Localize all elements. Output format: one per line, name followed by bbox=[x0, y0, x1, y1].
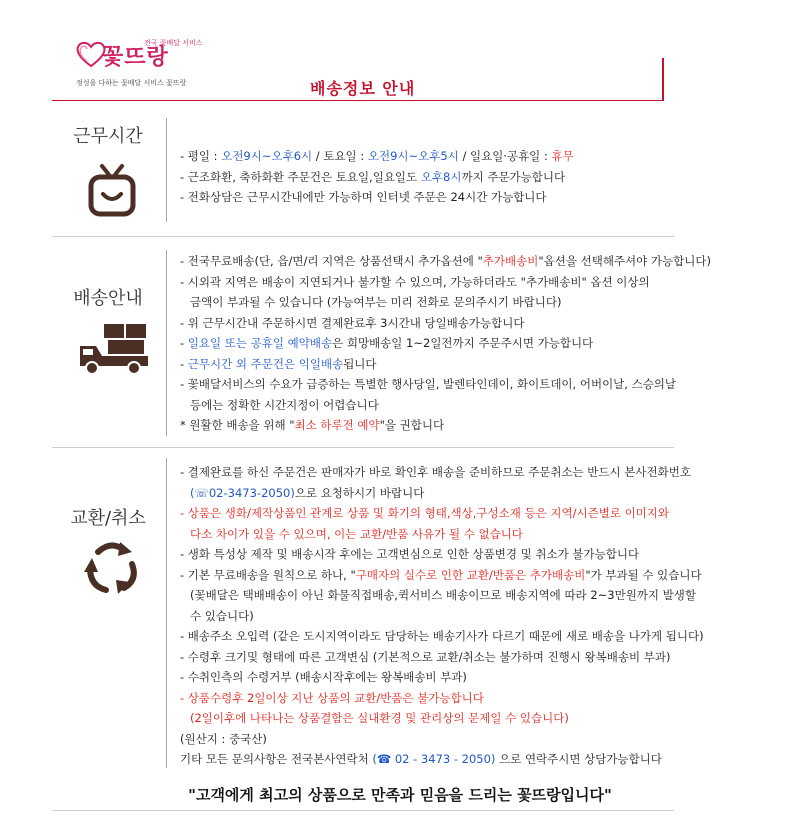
info-line bbox=[180, 187, 574, 208]
info-text: 까지 주문가능합니다 bbox=[461, 169, 566, 184]
info-line bbox=[180, 272, 711, 293]
info-text: 등에는 정확한 시간지정이 어렵습니다 bbox=[190, 397, 379, 412]
section-separator bbox=[166, 250, 167, 436]
info-line bbox=[180, 374, 711, 395]
info-text: 구매자의 실수로 인한 교환/반품은 추가배송비 bbox=[355, 567, 586, 582]
info-text: 추가배송비 bbox=[482, 254, 539, 268]
info-text: - 근조화환, 축하화환 주문건은 토요일,일요일도 bbox=[180, 169, 421, 184]
info-text: - 상품은 생화/제작상품인 관계로 상품 및 화기의 형태,색상,구성소재 등은 지역/시즌별로 이미지와 bbox=[180, 506, 670, 520]
info-line bbox=[180, 544, 704, 565]
info-line bbox=[180, 313, 711, 334]
info-text: 금액이 부과될 수 있습니다 (가능여부는 미리 전화로 문의주시기 바랍니다) bbox=[190, 295, 562, 309]
logo-wordmark: 꽃뜨랑 bbox=[102, 45, 169, 70]
info-text: - 생화 특성상 제작 및 배송시작 후에는 고객변심으로 인한 상품변경 및 취소가 불가능합니다 bbox=[180, 547, 640, 561]
section-work-hours bbox=[52, 118, 674, 228]
footer-slogan: "고객에게 최고의 상품으로 만족과 믿음을 드리는 꽃뜨랑입니다" bbox=[188, 786, 612, 804]
info-text: - bbox=[180, 356, 188, 371]
info-text: 일요일 또는 공휴일 예약배송 bbox=[187, 336, 333, 350]
info-line bbox=[180, 647, 704, 668]
info-line bbox=[180, 462, 704, 483]
header-right-border bbox=[662, 58, 664, 101]
info-text: * 원활한 배송을 위해 " bbox=[180, 418, 295, 432]
info-text: - 전화상담은 근무시간내에만 가능하며 인터넷 주문은 24시간 가능합니다 bbox=[180, 190, 547, 204]
info-line bbox=[180, 503, 704, 524]
info-text: "옵션을 선택해주셔야 가능합니다) bbox=[538, 254, 711, 268]
info-text: 최소 하루전 예약 bbox=[294, 418, 380, 432]
info-line bbox=[180, 251, 711, 272]
recycle-icon bbox=[82, 538, 140, 598]
info-line bbox=[180, 333, 711, 354]
info-text: 은 희망배송일 1~2일전까지 주문주시면 가능합니다 bbox=[332, 336, 594, 350]
info-text: 으로 요청하시기 바랍니다 bbox=[294, 485, 425, 500]
info-text: 수 있습니다) bbox=[190, 608, 254, 623]
info-text: - 시외곽 지역은 배송이 지연되거나 불가할 수 있으며, 가능하더라도 "추가배송비" 옵션 이상의 bbox=[180, 274, 650, 289]
info-line bbox=[180, 606, 704, 627]
info-text: - 위 근무시간내 주문하시면 결제완료후 3시간내 당일배송가능합니다 bbox=[180, 315, 525, 330]
info-text: (2일이후에 나타나는 상품결함은 실내환경 및 관리상의 문제일 수 있습니다) bbox=[190, 711, 569, 725]
info-text: 다소 차이가 있을 수 있으며, 이는 교환/반품 사유가 될 수 없습니다 bbox=[190, 526, 523, 541]
exchange-list bbox=[180, 462, 704, 770]
footer-divider bbox=[52, 810, 674, 811]
info-line bbox=[180, 708, 704, 729]
info-line bbox=[180, 667, 704, 688]
info-line bbox=[180, 524, 704, 545]
section-delivery bbox=[52, 250, 711, 440]
info-text: (☎ 02 - 3473 - 2050) bbox=[372, 752, 496, 766]
page-header bbox=[52, 32, 664, 102]
info-line bbox=[180, 729, 704, 750]
info-text: 휴무 bbox=[551, 149, 574, 163]
info-text: "을 권합니다 bbox=[379, 418, 445, 432]
info-text: - 배송주소 오입력 (같은 도시지역이라도 담당하는 배송기사가 다르기 때문에 새로 배송을 나가게 됩니다) bbox=[180, 629, 704, 643]
info-text: 오전9시~오후6시 bbox=[221, 149, 313, 163]
section-separator bbox=[166, 458, 167, 768]
info-text: 기타 모든 문의사항은 전국본사연락처 bbox=[180, 752, 373, 766]
info-line bbox=[180, 585, 704, 606]
info-text: (☏02-3473-2050) bbox=[190, 485, 295, 500]
info-line bbox=[180, 354, 711, 375]
info-text: - 수령후 크기및 형태에 따른 고객변심 (기본적으로 교환/취소는 불가하며 진행시 왕복배송비 부과) bbox=[180, 649, 671, 664]
info-text: 오전9시~오후5시 bbox=[367, 149, 459, 163]
page-title: 배송정보 안내 bbox=[310, 79, 416, 98]
info-text: (원산지 : 중국산) bbox=[180, 731, 267, 746]
section-label: 배송안내 bbox=[73, 288, 143, 309]
info-text: - 결제완료를 하신 주문건은 판매자가 바로 확인후 배송을 준비하므로 주문취소는 반드시 본사전화번호 bbox=[180, 465, 691, 479]
info-line bbox=[180, 565, 704, 586]
brand-logo[interactable] bbox=[76, 36, 256, 86]
info-text: - 평일 : bbox=[180, 149, 222, 163]
section-divider bbox=[52, 447, 674, 448]
section-label: 교환/취소 bbox=[70, 508, 146, 529]
info-text: - bbox=[180, 336, 188, 350]
info-line bbox=[180, 688, 704, 709]
info-text: - 기본 무료배송을 원칙으로 하나, " bbox=[180, 567, 356, 582]
info-text: - 상품수령후 2일이상 지난 상품의 교환/반품은 불가능합니다 bbox=[180, 690, 484, 705]
truck-icon bbox=[78, 322, 150, 374]
info-line bbox=[180, 483, 704, 504]
info-line bbox=[180, 626, 704, 647]
section-separator bbox=[166, 118, 167, 222]
info-text: / 일요일·공휴일 : bbox=[458, 149, 552, 163]
info-line bbox=[180, 415, 711, 436]
info-text: / 토요일 : bbox=[312, 149, 368, 163]
info-text: 근무시간 외 주문건은 익일배송 bbox=[187, 356, 344, 371]
info-text: - 전국무료배송(단, 읍/면/리 지역은 상품선택시 추가옵션에 " bbox=[180, 254, 483, 268]
tv-icon bbox=[88, 164, 136, 218]
info-text: 됩니다 bbox=[343, 356, 377, 371]
info-text: - 수취인측의 수령거부 (배송시작후에는 왕복배송비 부과) bbox=[180, 670, 467, 684]
info-line bbox=[180, 292, 711, 313]
info-line bbox=[180, 167, 574, 188]
info-line bbox=[180, 749, 704, 770]
info-text: - 꽃배달서비스의 수요가 급증하는 특별한 행사당일, 발렌타인데이, 화이트데이, 어버이날, 스승의날 bbox=[180, 377, 677, 391]
info-text: (꽃배달은 택배배송이 아닌 화물직접배송,퀵서비스 배송이므로 배송지역에 따라 2~3만원까지 발생할 bbox=[190, 588, 697, 602]
logo-tagline-top: 전국 꽃배달 서비스 bbox=[144, 39, 203, 47]
logo-slogan: 정성을 다하는 꽃배달 서비스 꽃뜨랑 bbox=[76, 79, 187, 87]
work-hours-list bbox=[180, 146, 574, 208]
section-exchange bbox=[52, 458, 704, 772]
info-text: 오후8시 bbox=[420, 169, 462, 184]
info-text: "가 부과될 수 있습니다 bbox=[585, 567, 702, 582]
info-text: 으로 연락주시면 상담가능합니다 bbox=[495, 752, 662, 766]
info-line bbox=[180, 395, 711, 416]
info-line bbox=[180, 146, 574, 167]
delivery-list bbox=[180, 251, 711, 436]
section-label: 근무시간 bbox=[73, 126, 143, 147]
section-divider bbox=[52, 236, 674, 237]
header-underline bbox=[52, 100, 664, 101]
